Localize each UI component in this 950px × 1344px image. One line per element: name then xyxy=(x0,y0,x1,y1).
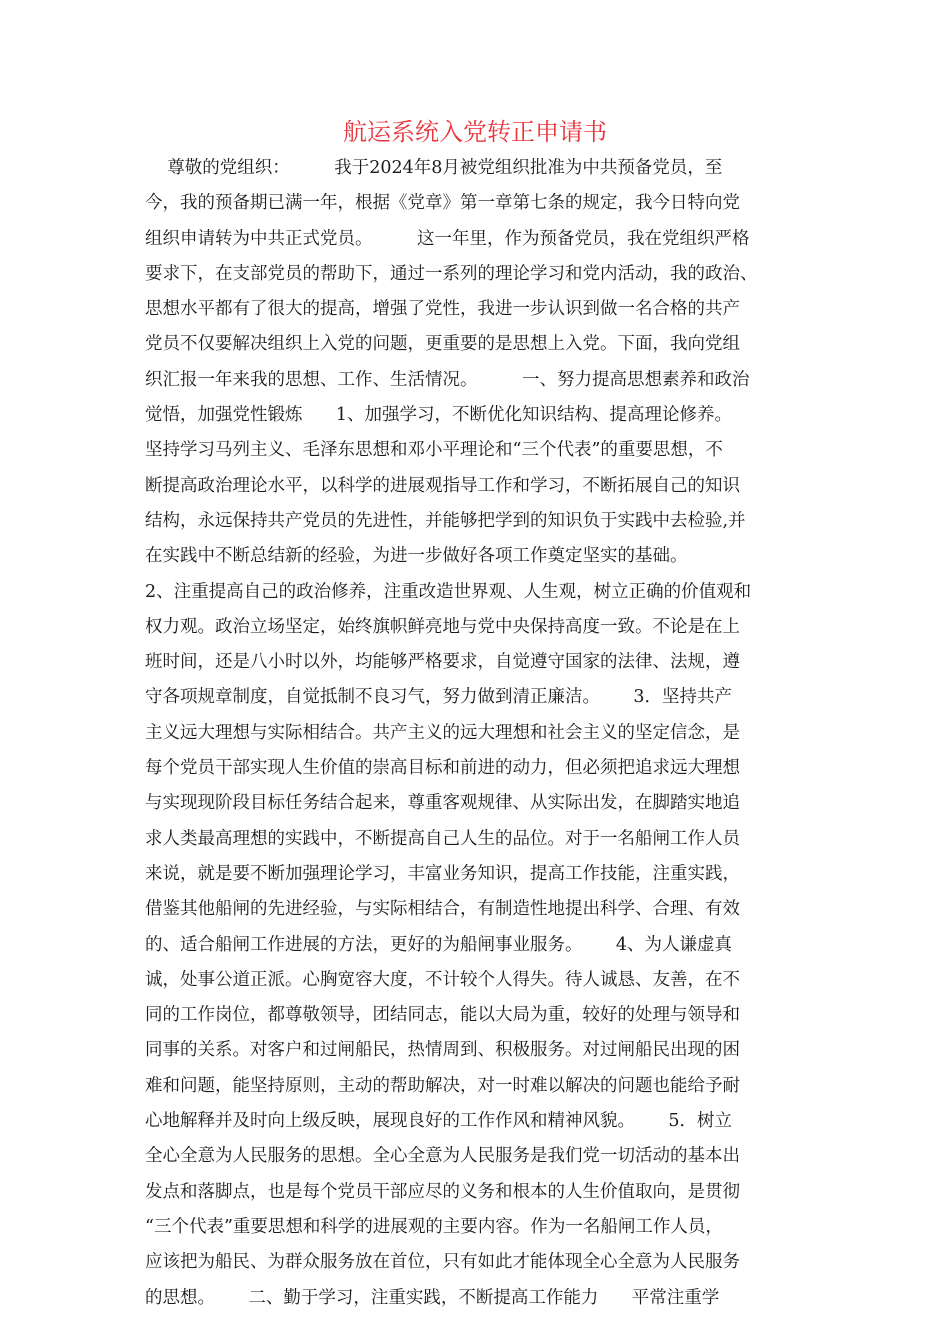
body-line: 求人类最高理想的实践中，不断提高自己人生的品位。对于一名船闸工作人员 xyxy=(145,828,740,849)
body-line: 今，我的预备期已满一年，根据《党章》第一章第七条的规定，我今日特向党 xyxy=(145,193,740,214)
body-line: 每个党员干部实现人生价值的崇高目标和前进的动力，但必须把追求远大理想 xyxy=(145,758,740,779)
body-line: 2、注重提高自己的政治修养，注重改造世界观、人生观，树立正确的价值观和 xyxy=(145,581,752,602)
body-line: 尊敬的党组织： 我于2024年8月被党组织批准为中共预备党员，至 xyxy=(145,158,723,178)
body-line: 借鉴其他船闸的先进经验，与实际相结合，有制造性地提出科学、合理、有效 xyxy=(145,899,740,920)
body-line: 的思想。 二、勤于学习，注重实践，不断提高工作能力 平常注重学 xyxy=(145,1287,720,1308)
body-line: 在实践中不断总结新的经验，为进一步做好各项工作奠定坚实的基础。 xyxy=(145,546,688,567)
body-line: 党员不仅要解决组织上入党的问题，更重要的是思想上入党。下面，我向党组 xyxy=(145,334,740,355)
body-line: 要求下，在支部党员的帮助下，通过一系列的理论学习和党内活动，我的政治、 xyxy=(145,263,758,284)
body-line: 断提高政治理论水平，以科学的进展观指导工作和学习，不断拓展自己的知识 xyxy=(145,475,740,496)
body-line: 来说，就是要不断加强理论学习，丰富业务知识，提高工作技能，注重实践， xyxy=(145,863,740,884)
body-line: 织汇报一年来我的思想、工作、生活情况。 一、努力提高思想素养和政治 xyxy=(145,369,750,390)
body-line: 组织申请转为中共正式党员。 这一年里，作为预备党员，我在党组织严格 xyxy=(145,228,750,249)
body-line: 同的工作岗位，都尊敬领导，团结同志，能以大局为重，较好的处理与领导和 xyxy=(145,1005,740,1026)
body-line: 心地解释并及时向上级反映，展现良好的工作作风和精神风貌。 5．树立 xyxy=(145,1111,733,1132)
body-line: 难和问题，能坚持原则，主动的帮助解决，对一时难以解决的问题也能给予耐 xyxy=(145,1075,740,1096)
body-line: 诚，处事公道正派。心胸宽容大度，不计较个人得失。待人诚恳、友善，在不 xyxy=(145,969,740,990)
body-line: 权力观。政治立场坚定，始终旗帜鲜亮地与党中央保持高度一致。不论是在上 xyxy=(145,616,740,637)
body-line: 坚持学习马列主义、毛泽东思想和邓小平理论和“三个代表”的重要思想，不 xyxy=(145,440,723,461)
document-body xyxy=(145,151,805,1316)
body-line: 的、适合船闸工作进展的方法，更好的为船闸事业服务。 4、为人谦虚真 xyxy=(145,934,733,955)
body-line: “三个代表”重要思想和科学的进展观的主要内容。作为一名船闸工作人员， xyxy=(145,1216,723,1237)
body-line: 班时间，还是八小时以外，均能够严格要求，自觉遵守国家的法律、法规，遵 xyxy=(145,652,740,673)
body-line: 同事的关系。对客户和过闸船民，热情周到、积极服务。对过闸船民出现的困 xyxy=(145,1040,740,1061)
body-line: 发点和落脚点，也是每个党员干部应尽的义务和根本的人生价值取向，是贯彻 xyxy=(145,1181,740,1202)
body-line: 思想水平都有了很大的提高，增强了党性，我进一步认识到做一名合格的共产 xyxy=(145,299,740,320)
document-title: 航运系统入党转正申请书 xyxy=(343,118,607,146)
body-line: 全心全意为人民服务的思想。全心全意为人民服务是我们党一切活动的基本出 xyxy=(145,1146,740,1167)
body-line: 应该把为船民、为群众服务放在首位，只有如此才能体现全心全意为人民服务 xyxy=(145,1252,740,1273)
body-line: 主义远大理想与实际相结合。共产主义的远大理想和社会主义的坚定信念，是 xyxy=(145,722,740,743)
body-line: 守各项规章制度，自觉抵制不良习气，努力做到清正廉洁。 3．坚持共产 xyxy=(145,687,733,708)
body-line: 与实现现阶段目标任务结合起来，尊重客观规律、从实际出发，在脚踏实地追 xyxy=(145,793,740,814)
body-line: 觉悟，加强党性锻炼 1、加强学习，不断优化知识结构、提高理论修养。 xyxy=(145,405,733,426)
body-line: 结构，永远保持共产党员的先进性，并能够把学到的知识负于实践中去检验,并 xyxy=(145,510,746,531)
